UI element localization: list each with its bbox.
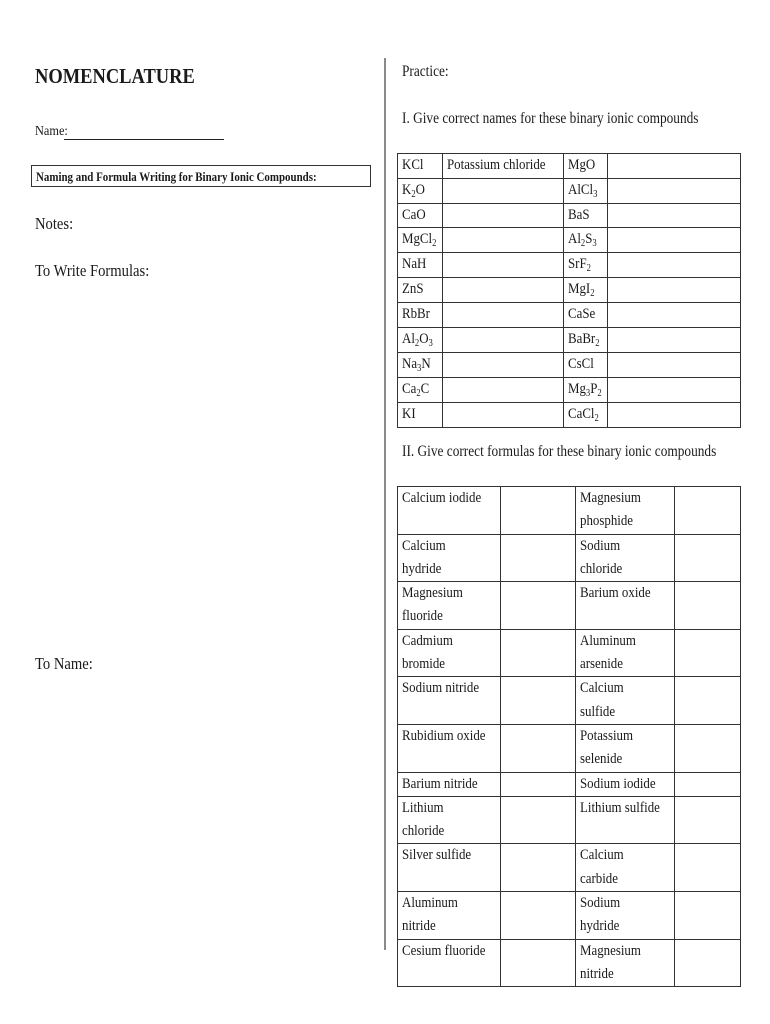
formula-answer-cell[interactable]	[675, 534, 741, 582]
formula-answer-cell[interactable]	[675, 582, 741, 630]
name-answer-cell[interactable]	[443, 228, 564, 253]
formula-cell-text: KI	[402, 405, 416, 422]
table-row	[398, 178, 741, 203]
page-title: NOMENCLATURE	[35, 64, 195, 88]
formula-answer-cell[interactable]	[675, 724, 741, 772]
formula-cell	[563, 253, 607, 278]
compound-name-cell-text: Sodium chloride	[580, 537, 623, 577]
name-answer-cell[interactable]	[443, 352, 564, 377]
formula-cell	[398, 203, 443, 228]
section-heading: Naming and Formula Writing for Binary Ionic Compounds:	[36, 169, 317, 184]
table-row	[398, 844, 741, 892]
compound-name-cell	[398, 534, 501, 582]
compound-name-cell-text: Silver sulfide	[402, 847, 472, 864]
formula-cell-text: CaO	[402, 206, 426, 223]
formula-cell	[563, 278, 607, 303]
names-practice-table	[397, 153, 741, 428]
compound-name-cell-text: Lithium chloride	[402, 799, 445, 840]
name-answer-cell-text: Potassium chloride	[447, 157, 546, 173]
formula-cell-text: NaH	[402, 256, 427, 272]
name-answer-cell[interactable]	[608, 377, 741, 402]
compound-name-cell	[576, 844, 675, 892]
compound-name-cell-text: Sodium nitride	[402, 680, 480, 697]
name-answer-cell[interactable]	[443, 253, 564, 278]
formula-cell-text: $Ca_2C$	[402, 380, 430, 399]
formula-cell-text: $Al_2O_3$	[402, 330, 433, 349]
compound-name-cell-text: Magnesium phosphide	[580, 490, 641, 530]
compound-name-cell-text: Barium nitride	[402, 775, 478, 792]
compound-name-cell	[576, 534, 675, 582]
name-answer-cell[interactable]	[608, 228, 741, 253]
name-answer-cell[interactable]	[443, 178, 564, 203]
compound-name-cell	[398, 677, 501, 725]
formula-cell-text: CaCl$_2$	[567, 405, 599, 424]
formula-cell	[398, 228, 443, 253]
compound-name-cell-text: Cesium fluoride	[402, 942, 486, 959]
formula-answer-cell[interactable]	[675, 796, 741, 844]
formula-answer-cell[interactable]	[501, 796, 576, 844]
formula-cell-text: BaS	[567, 206, 590, 223]
compound-name-cell-text: Calcium iodide	[402, 490, 482, 506]
compound-name-cell	[398, 844, 501, 892]
compound-name-cell-text: Aluminum arsenide	[580, 632, 636, 673]
compound-name-cell-text: Aluminum nitride	[402, 895, 458, 935]
compound-name-cell	[576, 582, 675, 630]
table-row	[398, 629, 741, 677]
table-row	[398, 939, 741, 987]
table-row	[398, 154, 741, 179]
formula-cell	[563, 154, 607, 179]
table-row	[398, 228, 741, 253]
formula-answer-cell[interactable]	[675, 939, 741, 987]
name-answer-cell[interactable]	[443, 203, 564, 228]
formula-cell-text: $Al_2S_3$	[567, 231, 597, 249]
name-answer-cell[interactable]	[608, 327, 741, 352]
name-answer-cell[interactable]	[608, 352, 741, 377]
formula-cell	[563, 203, 607, 228]
formula-cell-text: BaBr$_2$	[567, 330, 600, 349]
formula-answer-cell[interactable]	[501, 892, 576, 940]
formula-answer-cell[interactable]	[501, 772, 576, 796]
table-row	[398, 377, 741, 402]
name-answer-cell[interactable]	[608, 253, 741, 278]
compound-name-cell	[398, 582, 501, 630]
compound-name-cell-text: Barium oxide	[580, 585, 651, 602]
formula-cell-text: ZnS	[402, 281, 424, 297]
compound-name-cell-text: Cadmium bromide	[402, 632, 453, 673]
formula-cell-text: MgI$_2$	[567, 281, 595, 299]
compound-name-cell-text: Calcium carbide	[580, 847, 624, 887]
formula-cell-text: $K_2O$	[402, 181, 425, 200]
formula-answer-cell[interactable]	[501, 939, 576, 987]
compound-name-cell-text: Sodium iodide	[580, 775, 656, 792]
formula-answer-cell[interactable]	[501, 582, 576, 630]
formula-cell-text: $Na_3N$	[402, 355, 431, 374]
practice-label: Practice:	[402, 63, 449, 80]
formula-answer-cell[interactable]	[675, 629, 741, 677]
formula-cell-text: SrF$_2$	[567, 256, 591, 274]
compound-name-cell-text: Calcium sulfide	[580, 680, 624, 720]
compound-name-cell-text: Rubidium oxide	[402, 727, 486, 744]
section-heading-box	[31, 165, 371, 187]
compound-name-cell	[398, 772, 501, 796]
formula-cell	[398, 178, 443, 203]
formula-cell	[563, 228, 607, 253]
notes-label: Notes:	[35, 214, 74, 233]
table-row	[398, 352, 741, 377]
compound-name-cell-text: Calcium hydride	[402, 537, 446, 577]
compound-name-cell	[576, 939, 675, 987]
compound-name-cell	[398, 487, 501, 535]
formula-cell	[563, 327, 607, 352]
column-divider	[384, 58, 386, 950]
name-answer-cell[interactable]	[443, 377, 564, 402]
name-field[interactable]	[64, 139, 224, 140]
formula-cell	[398, 352, 443, 377]
formula-cell	[398, 402, 443, 427]
part2-heading: II. Give correct formulas for these binary ionic compounds	[402, 443, 717, 460]
compound-name-cell	[398, 892, 501, 940]
formula-answer-cell[interactable]	[501, 677, 576, 725]
formula-cell-text: MgO	[567, 157, 596, 173]
formula-answer-cell[interactable]	[675, 772, 741, 796]
compound-name-cell	[398, 724, 501, 772]
formula-answer-cell[interactable]	[675, 487, 741, 535]
formula-cell	[398, 303, 443, 328]
table-row	[398, 677, 741, 725]
table-row	[398, 582, 741, 630]
formula-cell-text: AlCl$_3$	[567, 181, 598, 200]
compound-name-cell	[576, 677, 675, 725]
formula-cell	[563, 402, 607, 427]
name-answer-cell[interactable]	[608, 203, 741, 228]
name-answer-cell[interactable]	[443, 402, 564, 427]
formula-cell	[398, 154, 443, 179]
formula-cell-text: RbBr	[402, 306, 430, 322]
formula-cell	[563, 303, 607, 328]
name-answer-cell[interactable]	[443, 278, 564, 303]
compound-name-cell	[576, 724, 675, 772]
compound-name-cell-text: Magnesium fluoride	[402, 585, 463, 625]
compound-name-cell	[576, 796, 675, 844]
formula-cell	[398, 377, 443, 402]
name-answer-cell[interactable]	[608, 178, 741, 203]
formula-cell-text: KCl	[402, 157, 424, 173]
formula-cell-text: CsCl	[567, 355, 594, 372]
table-row	[398, 278, 741, 303]
compound-name-cell	[576, 892, 675, 940]
table-row	[398, 327, 741, 352]
name-answer-cell[interactable]	[443, 154, 564, 179]
compound-name-cell	[398, 629, 501, 677]
part1-heading: I. Give correct names for these binary ionic compounds	[402, 110, 699, 127]
name-answer-cell[interactable]	[443, 303, 564, 328]
formula-cell-text: MgCl$_2$	[402, 231, 437, 249]
formulas-practice-table	[397, 486, 741, 987]
formula-cell	[563, 377, 607, 402]
formula-cell-text: CaSe	[567, 306, 596, 322]
formula-cell	[398, 253, 443, 278]
compound-name-cell	[576, 772, 675, 796]
name-answer-cell[interactable]	[443, 327, 564, 352]
name-answer-cell[interactable]	[608, 278, 741, 303]
formula-cell	[563, 178, 607, 203]
compound-name-cell-text: Lithium sulfide	[580, 799, 660, 816]
compound-name-cell	[576, 629, 675, 677]
name-answer-cell[interactable]	[608, 402, 741, 427]
compound-name-cell-text: Magnesium nitride	[580, 942, 641, 982]
formula-cell	[398, 278, 443, 303]
table-row	[398, 402, 741, 427]
table-row	[398, 487, 741, 535]
formula-answer-cell[interactable]	[675, 892, 741, 940]
formula-answer-cell[interactable]	[501, 629, 576, 677]
compound-name-cell-text: Potassium selenide	[580, 727, 634, 768]
table-row	[398, 772, 741, 796]
compound-name-cell	[398, 939, 501, 987]
name-answer-cell[interactable]	[608, 303, 741, 328]
table-row	[398, 303, 741, 328]
table-row	[398, 203, 741, 228]
write-formulas-label: To Write Formulas:	[35, 261, 150, 280]
formula-cell	[563, 352, 607, 377]
formula-cell-text: $Mg_3P_2$	[567, 380, 602, 399]
name-answer-cell[interactable]	[608, 154, 741, 179]
compound-name-cell	[576, 487, 675, 535]
table-row	[398, 253, 741, 278]
formula-answer-cell[interactable]	[501, 724, 576, 772]
compound-name-cell-text: Sodium hydride	[580, 895, 621, 935]
compound-name-cell	[398, 796, 501, 844]
formula-cell	[398, 327, 443, 352]
formula-answer-cell[interactable]	[675, 677, 741, 725]
to-name-label: To Name:	[35, 654, 93, 673]
formula-answer-cell[interactable]	[501, 487, 576, 535]
table-row	[398, 724, 741, 772]
table-row	[398, 796, 741, 844]
formula-answer-cell[interactable]	[501, 534, 576, 582]
name-label: Name:	[35, 124, 68, 139]
table-row	[398, 534, 741, 582]
formula-answer-cell[interactable]	[501, 844, 576, 892]
formula-answer-cell[interactable]	[675, 844, 741, 892]
table-row	[398, 892, 741, 940]
